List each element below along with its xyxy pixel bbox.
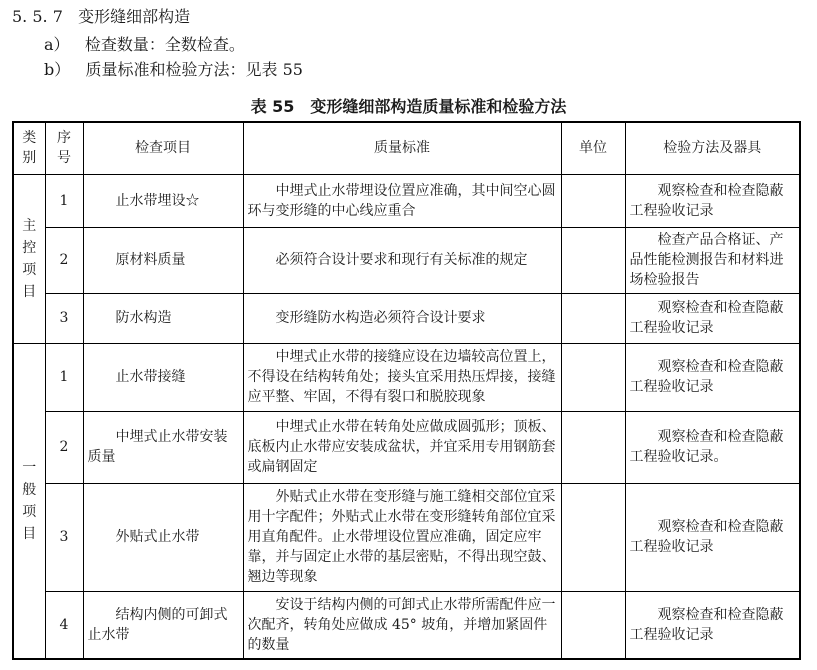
- header-standard: 质量标准: [243, 122, 561, 174]
- item-a: [44, 35, 245, 55]
- row-unit: [561, 343, 625, 411]
- header-method: 检验方法及器具: [625, 122, 800, 174]
- table-caption: 表 55 变形缝细部构造质量标准和检验方法: [250, 97, 567, 116]
- item-b-text: 质量标准和检验方法：见表 55: [85, 60, 303, 79]
- row-method: 观察检查和检查隐蔽工程验收记录: [625, 483, 800, 591]
- row-unit: [561, 227, 625, 293]
- row-unit: [561, 293, 625, 343]
- row-seq: 1: [45, 174, 83, 227]
- row-standard: 必须符合设计要求和现行有关标准的规定: [243, 227, 561, 293]
- row-item: 止水带埋设☆: [83, 174, 243, 227]
- header-seq: [45, 122, 83, 174]
- table-row: [13, 227, 800, 293]
- item-b-marker: b）: [44, 60, 71, 79]
- header-category-char-2: 别: [22, 150, 37, 167]
- row-seq: 2: [45, 411, 83, 483]
- category-general-char: 一: [22, 459, 37, 476]
- header-category: [13, 122, 45, 174]
- section-number: 5. 5. 7: [12, 7, 63, 26]
- category-main-char: 目: [22, 283, 37, 300]
- row-item: 止水带接缝: [83, 343, 243, 411]
- section-heading: [12, 7, 190, 27]
- row-item: 外贴式止水带: [83, 483, 243, 591]
- row-method: 观察检查和检查隐蔽工程验收记录: [625, 174, 800, 227]
- header-row: [13, 122, 800, 174]
- table-row: [13, 343, 800, 411]
- category-general-char: 项: [22, 503, 37, 520]
- table-row: [13, 411, 800, 483]
- row-seq: 3: [45, 293, 83, 343]
- row-standard: 变形缝防水构造必须符合设计要求: [243, 293, 561, 343]
- header-category-char-1: 类: [22, 130, 37, 147]
- row-standard: 中埋式止水带埋设位置应准确，其中间空心圆环与变形缝的中心线应重合: [243, 174, 561, 227]
- row-seq: 3: [45, 483, 83, 591]
- category-general-char: 般: [22, 481, 37, 498]
- header-seq-char-1: 序: [57, 130, 71, 147]
- row-standard: 外贴式止水带在变形缝与施工缝相交部位宜采用十字配件；外贴式止水带在变形缝转角部位宜采用直角配件。止水带埋设位置应准确，固定应牢靠，并与固定止水带的基层密贴，不得出现空鼓、翘边等现象: [243, 483, 561, 591]
- row-item: 结构内侧的可卸式止水带: [83, 591, 243, 659]
- row-method: 检查产品合格证、产品性能检测报告和材料进场检验报告: [625, 227, 800, 293]
- header-unit: 单位: [561, 122, 625, 174]
- row-standard: 中埋式止水带的接缝应设在边墙较高位置上，不得设在结构转角处；接头宜采用热压焊接，接缝应平整、牢固，不得有裂口和脱胶现象: [243, 343, 561, 411]
- row-unit: [561, 411, 625, 483]
- row-item: 防水构造: [83, 293, 243, 343]
- row-unit: [561, 591, 625, 659]
- category-general-char: 目: [22, 525, 37, 542]
- table-row: [13, 591, 800, 659]
- row-standard: 安设于结构内侧的可卸式止水带所需配件应一次配齐，转角处应做成 45° 坡角，并增加紧固件的数量: [243, 591, 561, 659]
- row-unit: [561, 483, 625, 591]
- row-method: 观察检查和检查隐蔽工程验收记录: [625, 591, 800, 659]
- table-row: [13, 483, 800, 591]
- quality-table: [12, 121, 801, 660]
- item-a-marker: a）: [44, 35, 70, 54]
- row-seq: 4: [45, 591, 83, 659]
- row-method: 观察检查和检查隐蔽工程验收记录。: [625, 411, 800, 483]
- row-seq: 1: [45, 343, 83, 411]
- table-row: [13, 174, 800, 227]
- category-main-char: 项: [22, 261, 37, 278]
- category-main: [13, 174, 45, 343]
- section-title: 变形缝细部构造: [78, 7, 191, 26]
- item-b: [44, 60, 303, 80]
- row-method: 观察检查和检查隐蔽工程验收记录: [625, 343, 800, 411]
- row-seq: 2: [45, 227, 83, 293]
- row-item: 原材料质量: [83, 227, 243, 293]
- category-general: [13, 343, 45, 659]
- header-item: 检查项目: [83, 122, 243, 174]
- category-main-char: 主: [22, 217, 37, 234]
- row-unit: [561, 174, 625, 227]
- category-main-char: 控: [22, 239, 37, 256]
- header-seq-char-2: 号: [57, 150, 71, 167]
- table-row: [13, 293, 800, 343]
- item-a-text: 检查数量：全数检查。: [84, 35, 245, 54]
- row-item: 中埋式止水带安装质量: [83, 411, 243, 483]
- row-standard: 中埋式止水带在转角处应做成圆弧形；顶板、底板内止水带应安装成盆状，并宜采用专用钢筋套或扁钢固定: [243, 411, 561, 483]
- row-method: 观察检查和检查隐蔽工程验收记录: [625, 293, 800, 343]
